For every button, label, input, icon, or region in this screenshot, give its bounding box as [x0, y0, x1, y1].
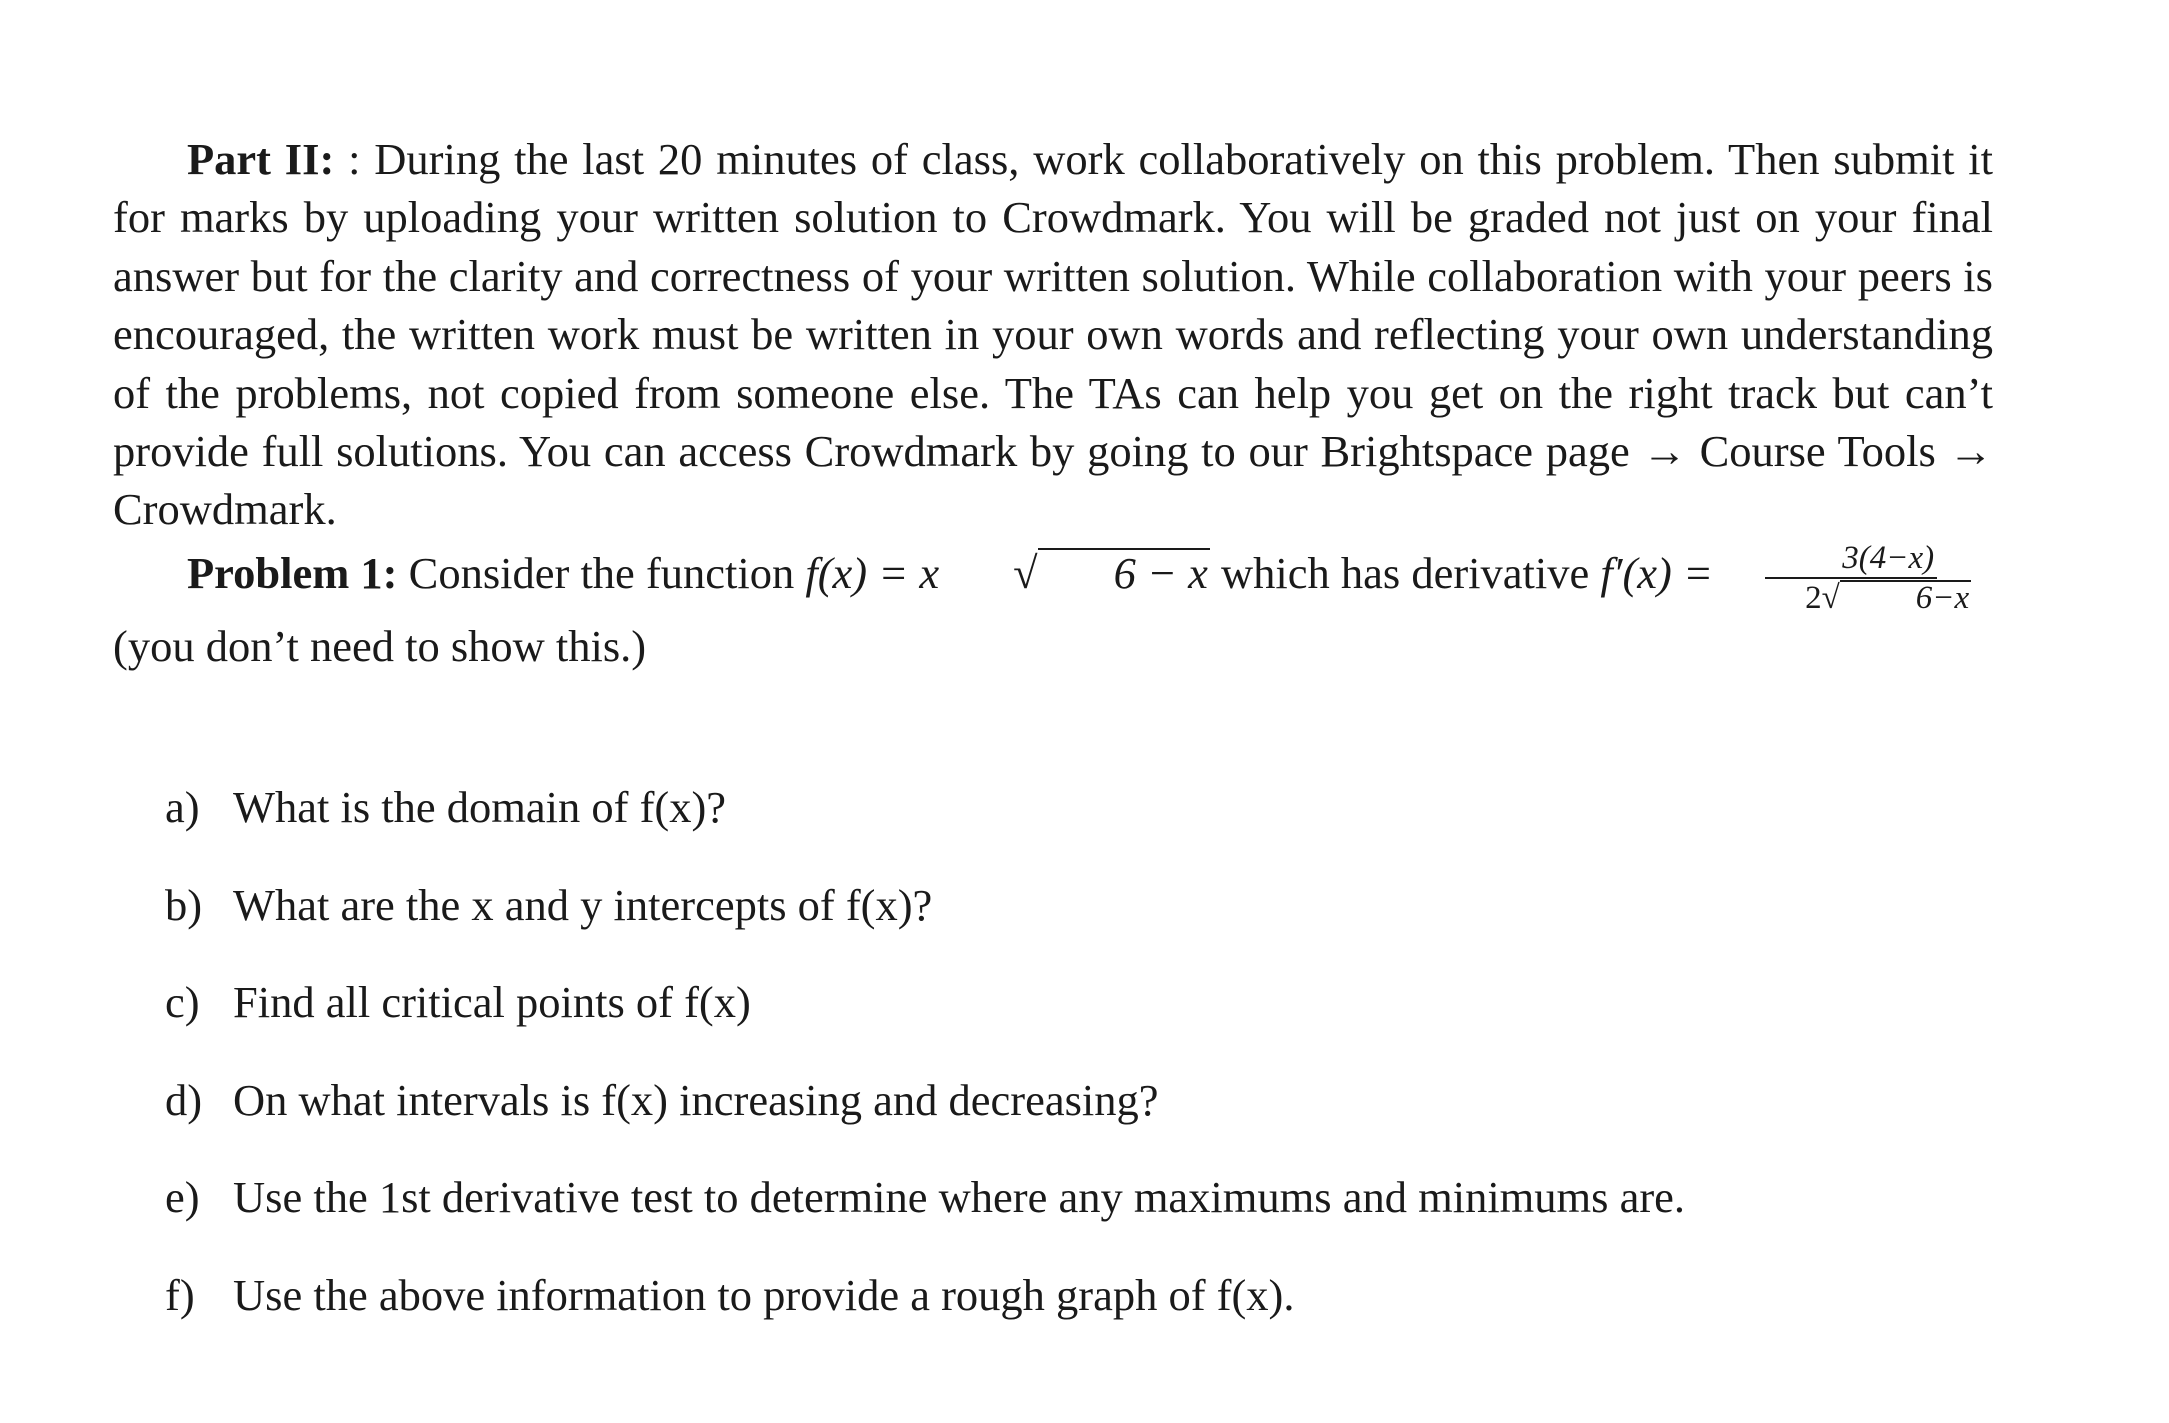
question-a — [165, 778, 726, 836]
problem-1-paragraph — [113, 539, 1993, 675]
function-radicand: 6 − x — [1038, 548, 1210, 596]
derivative-numerator: 3(4−x) — [1765, 539, 1937, 579]
question-label: b) — [165, 880, 203, 930]
denominator-radicand: 6−x — [1840, 580, 1971, 614]
question-text: Find all critical points of f(x) — [233, 977, 751, 1027]
radical-sign: √ — [1013, 548, 1038, 599]
derivative-lhs: f′(x) = — [1600, 548, 1725, 599]
question-b — [165, 876, 932, 934]
question-text: What is the domain of f(x)? — [233, 782, 727, 832]
question-label: a) — [165, 782, 200, 832]
function-lhs: f(x) = x — [805, 548, 940, 599]
assignment-document — [113, 130, 1993, 1320]
part-ii-paragraph — [113, 130, 1993, 539]
question-text: Use the 1st derivative test to determine where any maximums and minimums are. — [233, 1172, 1686, 1222]
problem-1-intro: Consider the function — [397, 548, 806, 599]
question-label: f) — [165, 1270, 195, 1320]
question-label: e) — [165, 1172, 200, 1222]
denominator-coefficient: 2 — [1805, 579, 1822, 616]
question-text: On what intervals is f(x) increasing and decreasing? — [233, 1075, 1159, 1125]
problem-1-middle: which has derivative — [1209, 548, 1601, 599]
question-e — [165, 1168, 1685, 1226]
problem-1-note: (you don’t need to show this.) — [113, 620, 647, 671]
question-d — [165, 1071, 1159, 1129]
part-ii-text: : During the last 20 minutes of class, work collaboratively on this problem. Then submit it for marks by uploading your written solution to Crowdmark. You will be graded not just on your final answer but for the clarity and correctness of your written solution. While collaboration with your peers is encouraged, the written work must be written in your own words and reflecting your own understanding of the problems, not copied from someone else. The TAs can help you get on the right track but can’t provide full solutions. You can access Crowdmark by going to our Brightspace page → Course Tools → Crowdmark. — [113, 134, 1993, 535]
question-text: What are the x and y intercepts of f(x)? — [233, 880, 933, 930]
question-label: d) — [165, 1075, 203, 1125]
derivative-fraction — [1728, 539, 1974, 617]
sqrt-expression — [939, 544, 1210, 602]
question-label: c) — [165, 977, 200, 1027]
question-f — [165, 1266, 1295, 1324]
part-ii-label: Part II: — [187, 134, 335, 184]
question-c — [165, 973, 751, 1031]
derivative-denominator — [1728, 579, 1974, 617]
question-text: Use the above information to provide a rough graph of f(x). — [233, 1270, 1295, 1320]
problem-1-label: Problem 1: — [187, 548, 398, 599]
denominator-radical-sign: √ — [1821, 579, 1840, 616]
